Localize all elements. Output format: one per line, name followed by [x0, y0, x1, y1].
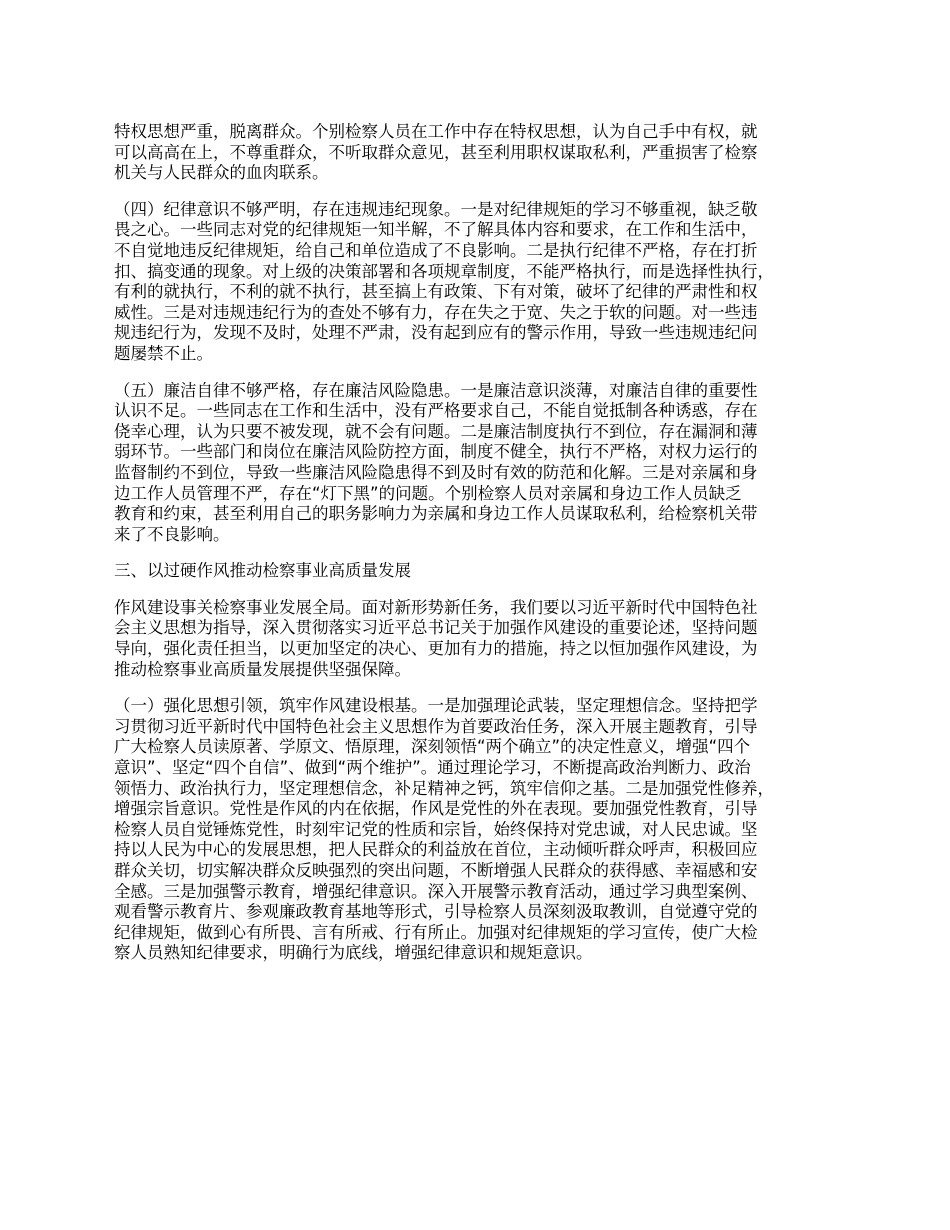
- text-line: 检察人员自觉锤炼党性，时刻牢记党的性质和宗旨，始终保持对党忠诚，对人民忠诚。坚: [114, 819, 758, 839]
- text-line: 习贯彻习近平新时代中国特色社会主义思想作为首要政治任务，深入开展主题教育，引导: [114, 716, 758, 736]
- text-line: 察人员熟知纪律要求，明确行为底线，增强纪律意识和规矩意识。: [114, 943, 593, 963]
- text-line: 领悟力、政治执行力，坚定理想信念，补足精神之钙，筑牢信仰之基。二是加强党性修养，: [114, 778, 774, 798]
- document-body: [114, 122, 856, 980]
- text-line: （四）纪律意识不够严明，存在违规违纪现象。一是对纪律规矩的学习不够重视，缺乏敬: [114, 199, 758, 219]
- heading-line: 三、以过硬作风推动检察事业高质量发展: [114, 561, 411, 581]
- text-line: 可以高高在上，不尊重群众，不听取群众意见，甚至利用职权谋取私利，严重损害了检察: [114, 142, 758, 162]
- paragraph-ideology: [114, 696, 856, 964]
- text-line: 扣、搞变通的现象。对上级的决策部署和各项规章制度，不能严格执行，而是选择性执行，: [114, 261, 774, 281]
- text-line: 有利的就执行，不利的就不执行，甚至搞上有政策、下有对策，破坏了纪律的严肃性和权: [114, 282, 758, 302]
- text-line: （一）强化思想引领，筑牢作风建设根基。一是加强理论武装，坚定理想信念。坚持把学: [114, 696, 758, 716]
- text-line: 作风建设事关检察事业发展全局。面对新形势新任务，我们要以习近平新时代中国特色社: [114, 597, 758, 617]
- text-line: 增强宗旨意识。党性是作风的内在依据，作风是党性的外在表现。要加强党性教育，引导: [114, 799, 758, 819]
- text-line: 群众关切，切实解决群众反映强烈的突出问题，不断增强人民群众的获得感、幸福感和安: [114, 861, 758, 880]
- section-heading: [114, 561, 856, 582]
- text-line: 持以人民为中心的发展思想，把人民群众的利益放在首位，主动倾听群众呼声，积极回应: [114, 840, 758, 860]
- text-line: 不自觉地违反纪律规矩，给自己和单位造成了不良影响。二是执行纪律不严格，存在打折: [114, 240, 758, 260]
- text-line: 意识”、坚定“四个自信”、做到“两个维护”。通过理论学习，不断提高政治判断力、政治: [114, 758, 751, 778]
- text-line: 机关与人民群众的血肉联系。: [114, 163, 329, 183]
- text-line: 规违纪行为，发现不及时，处理不严肃，没有起到应有的警示作用，导致一些违规违纪问: [114, 323, 758, 343]
- text-line: 特权思想严重，脱离群众。个别检察人员在工作中存在特权思想，认为自己手中有权，就: [114, 122, 758, 141]
- text-line: 认识不足。一些同志在工作和生活中，没有严格要求自己，不能自觉抵制各种诱惑，存在: [114, 401, 758, 421]
- paragraph-privilege: [114, 122, 856, 184]
- text-line: 教育和约束，甚至利用自己的职务影响力为亲属和身边工作人员谋取私利，给检察机关带: [114, 504, 758, 524]
- text-line: 观看警示教育片、参观廉政教育基地等形式，引导检察人员深刻汲取教训，自觉遵守党的: [114, 902, 758, 922]
- text-line: 纪律规矩，做到心有所畏、言有所戒、行有所止。加强对纪律规矩的学习宣传，使广大检: [114, 922, 758, 942]
- paragraph-integrity: [114, 381, 856, 546]
- text-line: 威性。三是对违规违纪行为的查处不够有力，存在失之于宽、失之于软的问题。对一些违: [114, 302, 758, 322]
- text-line: （五）廉洁自律不够严格，存在廉洁风险隐患。一是廉洁意识淡薄，对廉洁自律的重要性: [114, 380, 758, 400]
- text-line: 广大检察人员读原著、学原文、悟原理，深刻领悟“两个确立”的决定性意义，增强“四个: [114, 737, 751, 757]
- paragraph-discipline: [114, 200, 856, 365]
- text-line: 侥幸心理，认为只要不被发现，就不会有问题。二是廉洁制度执行不到位，存在漏洞和薄: [114, 421, 758, 441]
- text-line: 全感。三是加强警示教育，增强纪律意识。深入开展警示教育活动，通过学习典型案例、: [114, 881, 758, 901]
- text-line: 畏之心。一些同志对党的纪律规矩一知半解，不了解具体内容和要求，在工作和生活中，: [114, 220, 758, 240]
- text-line: 导向，强化责任担当，以更加坚定的决心、更加有力的措施，持之以恒加强作风建设，为: [114, 639, 758, 659]
- paragraph-overview: [114, 598, 856, 680]
- text-line: 边工作人员管理不严，存在“灯下黑”的问题。个别检察人员对亲属和身边工作人员缺乏: [114, 483, 742, 503]
- text-line: 会主义思想为指导，深入贯彻落实习近平总书记关于加强作风建设的重要论述，坚持问题: [114, 618, 758, 638]
- text-line: 监督制约不到位，导致一些廉洁风险隐患得不到及时有效的防范和化解。三是对亲属和身: [114, 462, 758, 482]
- text-line: 推动检察事业高质量发展提供坚强保障。: [114, 659, 411, 679]
- text-line: 来了不良影响。: [114, 524, 230, 544]
- text-line: 弱环节。一些部门和岗位在廉洁风险防控方面，制度不健全，执行不严格，对权力运行的: [114, 442, 758, 462]
- text-line: 题屡禁不止。: [114, 343, 213, 363]
